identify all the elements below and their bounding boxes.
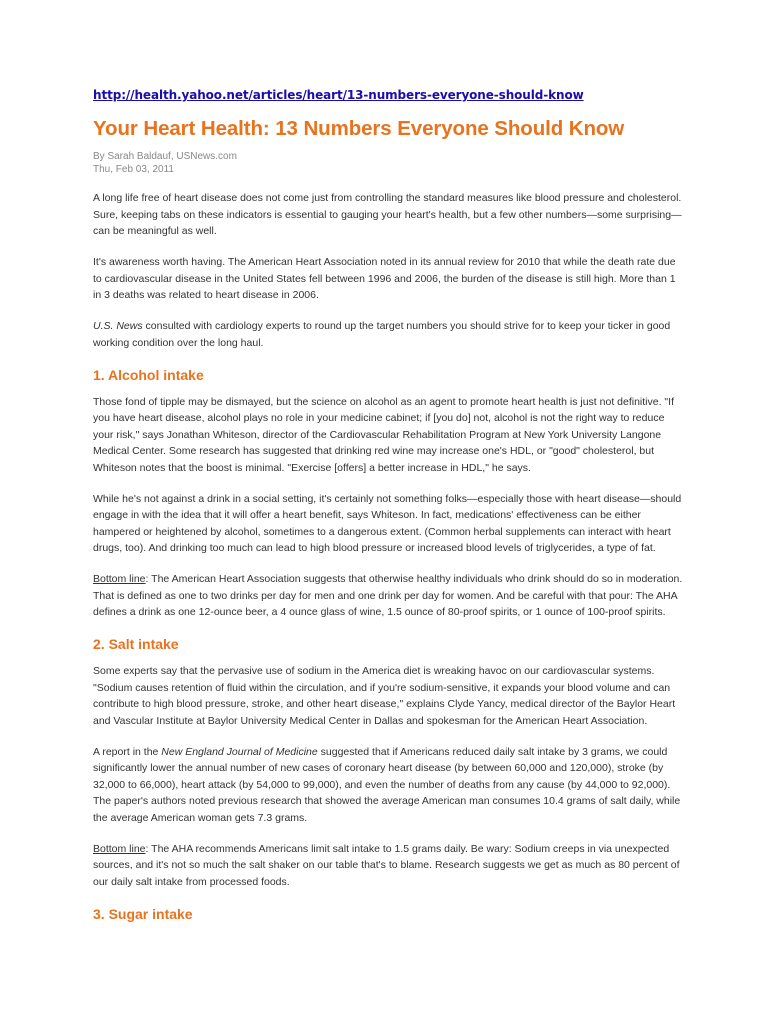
text-line — [93, 318, 677, 335]
text-line: sources, and it's not so much the salt shaker on our table that's to blame. Research suggests we get as much as 80 percent of — [93, 859, 680, 871]
intro-paragraph-1 — [93, 190, 682, 240]
text-line: in 3 deaths was related to heart disease in 2006. — [93, 289, 319, 301]
intro-paragraph-3 — [93, 318, 677, 351]
text-fragment: suggested that if Americans reduced daily salt intake by 3 grams, we could — [317, 745, 668, 758]
text-line: and Vascular Institute at Baylor University Medical Center in Dallas and spokesman for the American Heart Association. — [93, 714, 648, 727]
text-fragment: consulted with cardiology experts to round up the target numbers you should strive for to keep your ticker in good — [142, 320, 671, 332]
alcohol-bottom-line — [93, 571, 683, 621]
text-line: drugs, too). And drinking too much can lead to high blood pressure or increased blood levels of triglycerides, a type of fat. — [93, 542, 656, 554]
text-line: the average American woman gets 7.3 grams. — [93, 811, 308, 824]
text-line: your risk," says Jonathan Whiteson, director of the Cardiovascular Rehabilitation Program at New York University Langone — [93, 428, 662, 441]
text-line: While he's not against a drink in a social setting, it's certainly not something folks—especially those with heart disease—should — [93, 492, 682, 505]
text-line: The paper's authors noted previous research that showed the average American man consumes 10.4 grams of salt daily, while — [93, 795, 681, 807]
text-line: That is defined as one to two drinks per day for men and one drink per day for women. And be careful with that pour: The AHA — [93, 589, 678, 602]
bottom-line-link[interactable]: Bottom line — [93, 573, 146, 585]
text-line: Sure, keeping tabs on these indicators is essential to gauging your heart's health, but a few other numbers—some surprising— — [93, 208, 682, 221]
byline: By Sarah Baldauf, USNews.com — [93, 151, 237, 162]
alcohol-paragraph-2 — [93, 491, 682, 557]
section-heading-sugar: 3. Sugar intake — [93, 905, 193, 922]
text-line: engage in with the idea that it will offer a heart benefit, says Whiteson. In fact, medications' effectiveness can be either — [93, 509, 641, 521]
text-line: working condition over the long haul. — [93, 336, 264, 349]
text-line: It's awareness worth having. The American Heart Association noted in its annual review for 2010 that while the death rate due — [93, 256, 676, 268]
section-heading-salt: 2. Salt intake — [93, 636, 179, 652]
text-fragment: : The American Heart Association suggests that otherwise healthy individuals who drink should do so in moderation. — [145, 573, 683, 585]
text-line: significantly lower the annual number of new cases of coronary heart disease (by between 60,000 and 120,000), stroke (by — [93, 762, 664, 774]
text-line: Medical Center. Some research has suggested that drinking red wine may increase one's HDL, or "good" cholesterol, but — [93, 445, 655, 457]
text-line: Those fond of tipple may be dismayed, but the science on alcohol as an agent to promote heart health is just not definitive. "If — [93, 395, 674, 408]
article — [93, 86, 683, 933]
article-title: Your Heart Health: 13 Numbers Everyone Should Know — [93, 117, 625, 140]
section-heading-alcohol: 1. Alcohol intake — [93, 366, 204, 383]
text-line: Some experts say that the pervasive use of sodium in the America diet is wreaking havoc on our cardiovascular systems. — [93, 665, 655, 677]
text-line: defines a drink as one 12-ounce beer, a 4 ounce glass of wine, 1.5 ounce of 80-proof spirits, or 1 ounce of 100-proof spirits. — [93, 606, 666, 618]
salt-paragraph-1 — [93, 663, 677, 729]
salt-bottom-line — [93, 841, 680, 891]
text-line: you have heart disease, alcohol plays no role in your medicine cabinet; if [you do] not, alcohol is not the right way to reduce — [93, 412, 665, 424]
text-fragment: A report in the — [93, 745, 162, 758]
text-line — [93, 571, 683, 588]
text-line: hampered or heightened by alcohol, sometimes to a dangerous extent. (Common herbal supplements can interact with heart — [93, 525, 671, 538]
text-line: can be meaningful as well. — [93, 225, 217, 237]
source-url-link[interactable]: http://health.yahoo.net/articles/heart/13-numbers-everyone-should-know — [93, 88, 584, 102]
text-line: contribute to high blood pressure, stroke, and other heart disease," explains Clyde Yancy, medical director of the Baylor Heart — [93, 698, 676, 710]
publication-name: U.S. News — [93, 320, 143, 332]
publish-date: Thu, Feb 03, 2011 — [93, 164, 174, 175]
text-fragment: : The AHA recommends Americans limit salt intake to 1.5 grams daily. Be wary: Sodium creeps in via unexpected — [145, 842, 670, 855]
salt-paragraph-2 — [93, 744, 681, 827]
journal-name: New England Journal of Medicine — [161, 745, 318, 758]
text-line: "Sodium causes retention of fluid within the circulation, and if you're sodium-sensitive, it expands your blood volume and can — [93, 681, 671, 694]
text-line: Whiteson notes that the boost is minimal. "Exercise [offers] a better increase in HDL," he says. — [93, 461, 531, 474]
alcohol-paragraph-1 — [93, 394, 677, 477]
text-line: our daily salt intake from processed foods. — [93, 875, 290, 888]
text-line: 32,000 to 66,000), heart attack (by 54,000 to 99,000), and even the number of deaths from any cause (by 44,000 to 92,000). — [93, 778, 671, 791]
text-line: A long life free of heart disease does not come just from controlling the standard measures like blood pressure and cholesterol. — [93, 192, 682, 204]
text-line: to cardiovascular disease in the United States fell between 1996 and 2006, the burden of the disease is still high. More than 1 — [93, 272, 676, 285]
text-line — [93, 841, 677, 858]
intro-paragraph-2 — [93, 254, 677, 304]
text-line — [93, 744, 677, 761]
bottom-line-link[interactable]: Bottom line — [93, 842, 146, 855]
